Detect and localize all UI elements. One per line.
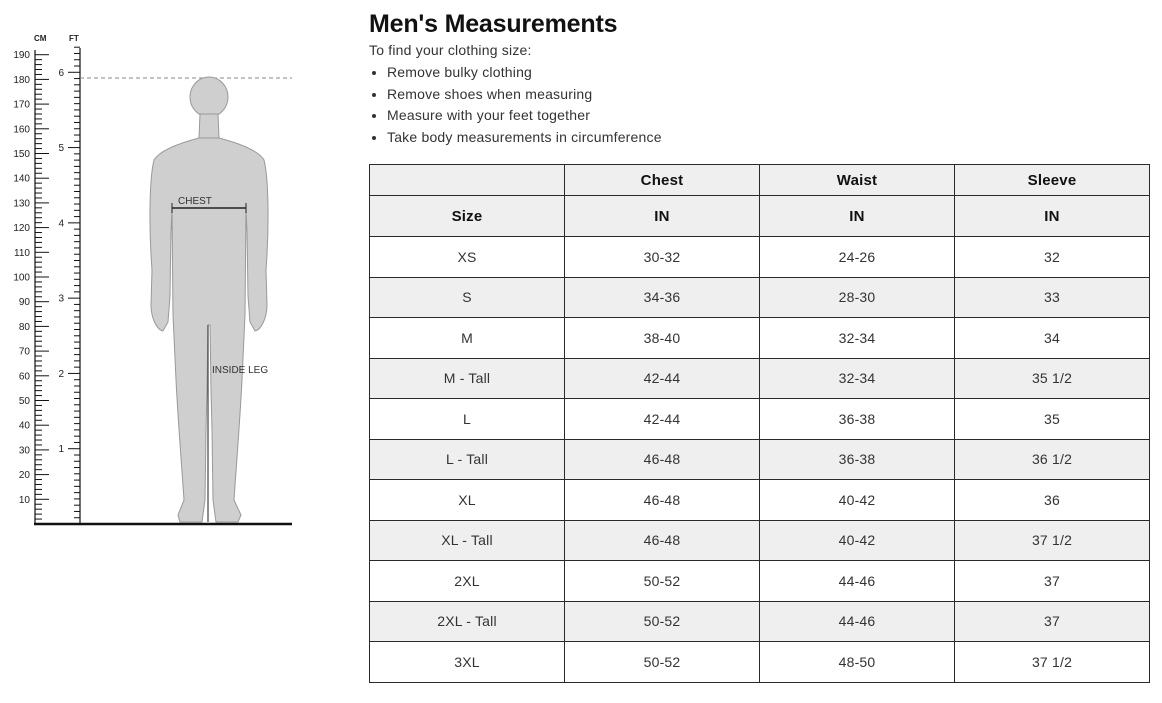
size-chart-table xyxy=(369,164,1150,683)
size-cell: 2XL - Tall xyxy=(370,601,565,642)
table-row xyxy=(370,480,1150,521)
chest-cell: 46-48 xyxy=(565,480,760,521)
column-header-sleeve: Sleeve xyxy=(955,165,1150,196)
table-body xyxy=(370,237,1150,683)
cm-tick-label: 190 xyxy=(13,50,30,62)
size-cell: XL - Tall xyxy=(370,520,565,561)
ft-tick-label: 5 xyxy=(58,143,64,155)
table-row xyxy=(370,318,1150,359)
chest-cell: 38-40 xyxy=(565,318,760,359)
chest-cell: 50-52 xyxy=(565,642,760,683)
chest-cell: 50-52 xyxy=(565,601,760,642)
size-cell: S xyxy=(370,277,565,318)
cm-tick-label: 180 xyxy=(13,74,30,86)
ft-tick-label: 1 xyxy=(58,444,64,456)
sleeve-cell: 34 xyxy=(955,318,1150,359)
intro-text: To find your clothing size: xyxy=(369,42,532,58)
page-title: Men's Measurements xyxy=(369,10,618,38)
sleeve-cell: 37 1/2 xyxy=(955,642,1150,683)
sleeve-cell: 33 xyxy=(955,277,1150,318)
tip-item: • Measure with your feet together xyxy=(387,105,1151,127)
cm-tick-label: 130 xyxy=(13,198,30,210)
waist-cell: 40-42 xyxy=(760,480,955,521)
chest-cell: 42-44 xyxy=(565,399,760,440)
table-row xyxy=(370,237,1150,278)
ft-tick-label: 2 xyxy=(58,368,64,380)
size-cell: L - Tall xyxy=(370,439,565,480)
cm-tick-label: 160 xyxy=(13,124,30,136)
waist-cell: 40-42 xyxy=(760,520,955,561)
table-row xyxy=(370,277,1150,318)
tip-item: • Remove bulky clothing xyxy=(387,62,1151,84)
table-unit-row xyxy=(370,196,1150,237)
table-row xyxy=(370,561,1150,602)
size-cell: M - Tall xyxy=(370,358,565,399)
cm-tick-label: 30 xyxy=(18,445,30,457)
sleeve-cell: 36 1/2 xyxy=(955,439,1150,480)
chest-cell: 50-52 xyxy=(565,561,760,602)
cm-tick-label: 100 xyxy=(13,272,30,284)
chest-cell: 46-48 xyxy=(565,439,760,480)
cm-scale-label: CM xyxy=(34,34,47,43)
table-row xyxy=(370,642,1150,683)
tip-item: • Take body measurements in circumference xyxy=(387,127,1151,149)
table-row xyxy=(370,439,1150,480)
ft-tick-label: 6 xyxy=(58,67,64,79)
cm-tick-label: 60 xyxy=(18,371,30,383)
waist-cell: 44-46 xyxy=(760,601,955,642)
cm-tick-label: 120 xyxy=(13,223,30,235)
cm-tick-label: 170 xyxy=(13,99,30,111)
sleeve-cell: 32 xyxy=(955,237,1150,278)
table-header-row xyxy=(370,165,1150,196)
chest-label: CHEST xyxy=(178,196,212,207)
waist-cell: 44-46 xyxy=(760,561,955,602)
cm-tick-label: 140 xyxy=(13,173,30,185)
sleeve-cell: 37 xyxy=(955,561,1150,602)
measurements-panel xyxy=(369,8,1151,670)
cm-tick-label: 110 xyxy=(14,247,30,259)
table-row xyxy=(370,399,1150,440)
chest-cell: 46-48 xyxy=(565,520,760,561)
waist-cell: 48-50 xyxy=(760,642,955,683)
waist-cell: 36-38 xyxy=(760,439,955,480)
unit-header: IN xyxy=(760,196,955,237)
table-row xyxy=(370,358,1150,399)
sleeve-cell: 35 xyxy=(955,399,1150,440)
cm-tick-label: 10 xyxy=(18,494,30,506)
cm-tick-label: 50 xyxy=(18,396,30,407)
waist-cell: 36-38 xyxy=(760,399,955,440)
column-header-waist: Waist xyxy=(760,165,955,196)
waist-cell: 28-30 xyxy=(760,277,955,318)
size-cell: 3XL xyxy=(370,642,565,683)
cm-tick-label: 150 xyxy=(13,149,30,160)
waist-cell: 32-34 xyxy=(760,318,955,359)
sleeve-cell: 37 1/2 xyxy=(955,520,1150,561)
ft-tick-label: 4 xyxy=(58,218,64,230)
sleeve-cell: 37 xyxy=(955,601,1150,642)
table-row xyxy=(370,601,1150,642)
table-row xyxy=(370,520,1150,561)
sleeve-cell: 35 1/2 xyxy=(955,358,1150,399)
cm-tick-label: 90 xyxy=(18,297,30,309)
inside-leg-label: INSIDE LEG xyxy=(212,365,269,376)
cm-tick-label: 40 xyxy=(18,420,30,432)
unit-header: IN xyxy=(955,196,1150,237)
size-cell: M xyxy=(370,318,565,359)
measurement-figure xyxy=(0,0,300,540)
size-cell: XS xyxy=(370,237,565,278)
chest-cell: 42-44 xyxy=(565,358,760,399)
ft-scale-label: FT xyxy=(69,34,79,43)
size-header: Size xyxy=(370,196,565,237)
tip-item: • Remove shoes when measuring xyxy=(387,84,1151,106)
cm-tick-label: 70 xyxy=(18,346,30,358)
chest-cell: 30-32 xyxy=(565,237,760,278)
cm-tick-label: 80 xyxy=(18,321,30,333)
size-cell: 2XL xyxy=(370,561,565,602)
measuring-tips-list xyxy=(369,62,1151,149)
waist-cell: 24-26 xyxy=(760,237,955,278)
chest-cell: 34-36 xyxy=(565,277,760,318)
header-blank-cell xyxy=(370,165,565,196)
column-header-chest: Chest xyxy=(565,165,760,196)
cm-tick-label: 20 xyxy=(18,470,30,482)
waist-cell: 32-34 xyxy=(760,358,955,399)
body-silhouette xyxy=(150,77,268,522)
size-cell: L xyxy=(370,399,565,440)
unit-header: IN xyxy=(565,196,760,237)
ft-tick-label: 3 xyxy=(58,293,64,305)
size-cell: XL xyxy=(370,480,565,521)
height-ruler xyxy=(13,47,80,524)
sleeve-cell: 36 xyxy=(955,480,1150,521)
